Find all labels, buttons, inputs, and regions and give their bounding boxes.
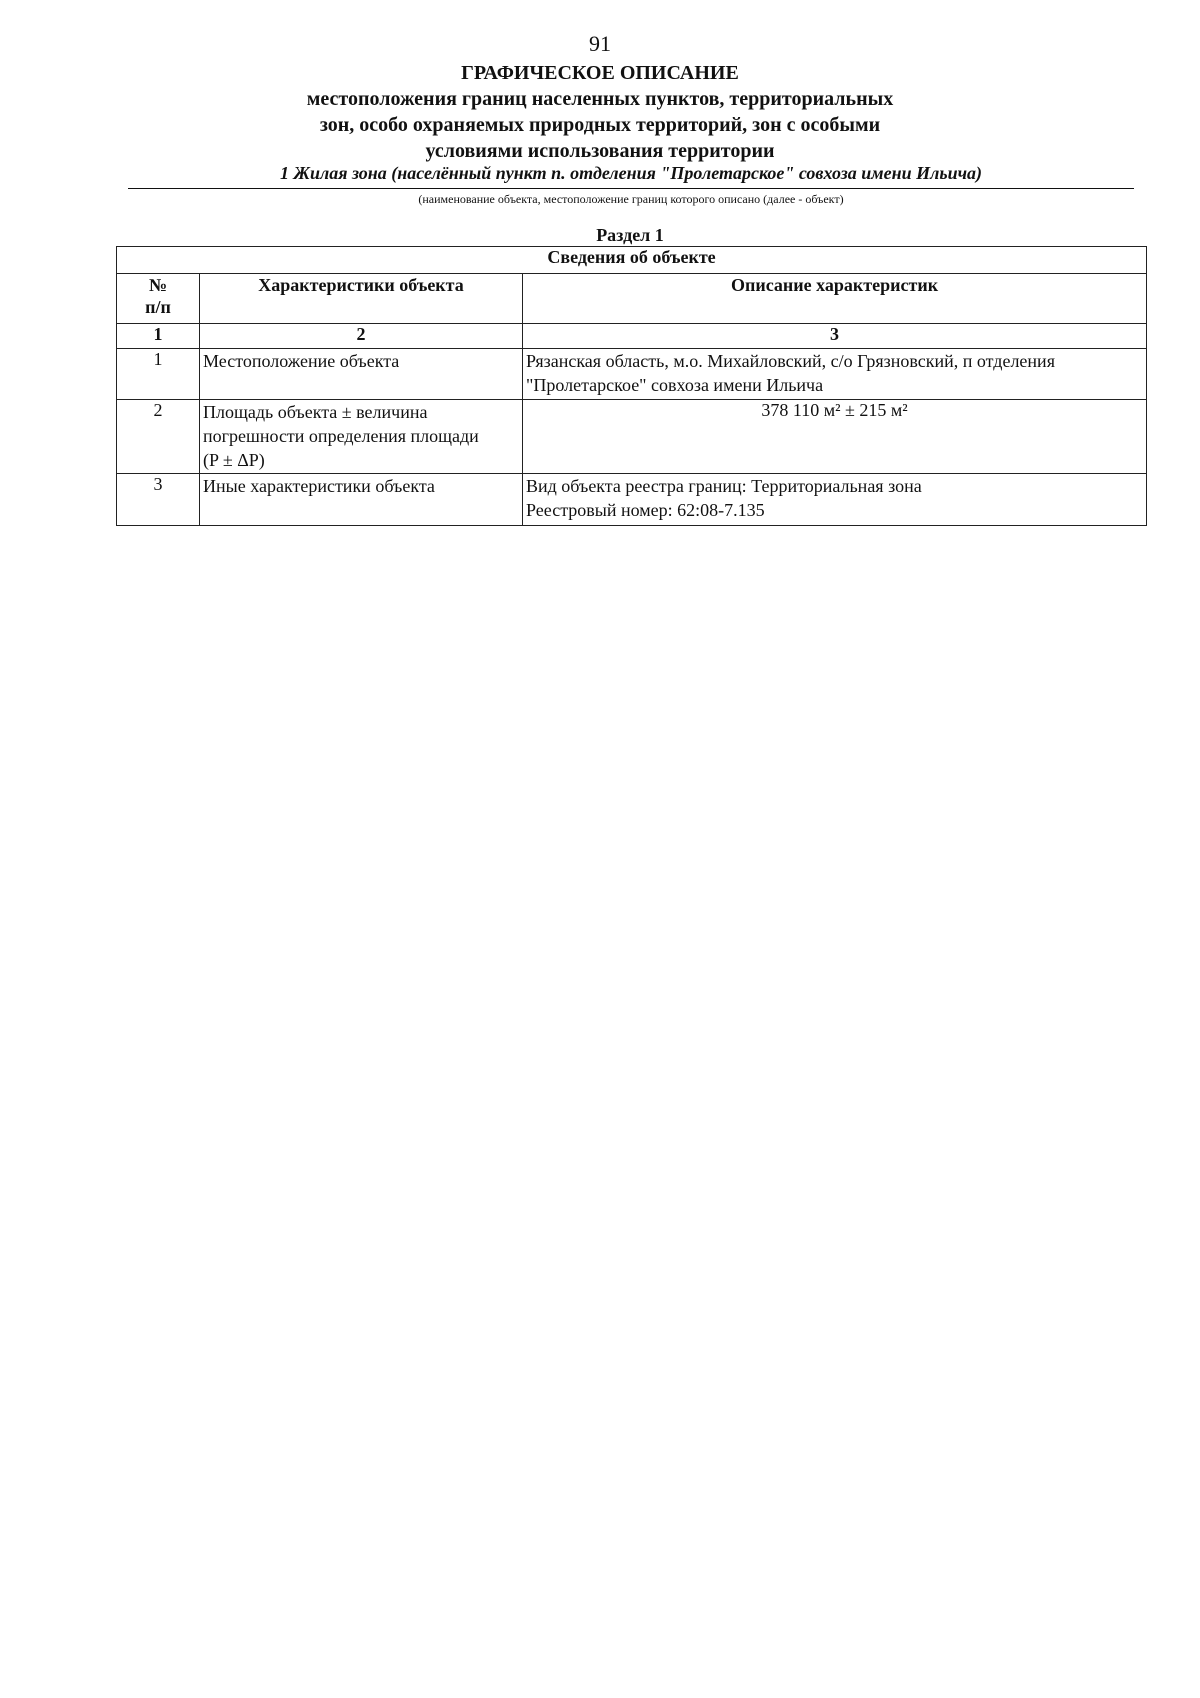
row-description-line: "Пролетарское" совхоза имени Ильича [526,375,824,395]
row-number: 1 [117,349,200,400]
row-description-line: Вид объекта реестра границ: Территориальная зона [526,476,922,496]
header-description: Описание характеристик [523,274,1147,324]
object-info-table [116,246,1147,526]
column-number-2: 2 [200,324,523,349]
object-name-underline [128,188,1134,189]
header-characteristic: Характеристики объекта [200,274,523,324]
table-row [117,349,1147,400]
row-characteristic-line: погрешности определения площади [203,426,479,446]
row-number: 2 [117,400,200,474]
page-number: 91 [589,31,611,56]
row-characteristic-line: (P ± ΔР) [203,450,265,470]
table-caption: Сведения об объекте [117,247,1147,274]
table-header-row [117,274,1147,324]
row-characteristic: Иные характеристики объекта [200,474,523,526]
table-caption-row [117,247,1147,274]
row-description [523,474,1147,526]
row-characteristic [200,400,523,474]
object-name: 1 Жилая зона (населённый пункт п. отделения "Пролетарское" совхоза имени Ильича) [279,163,983,183]
table-row [117,474,1147,526]
row-number: 3 [117,474,200,526]
header-number-line-2: п/п [145,297,171,317]
column-number-3: 3 [523,324,1147,349]
title-line-1: местоположения границ населенных пунктов, территориальных [306,88,894,110]
column-number-1: 1 [117,324,200,349]
title-line-3: условиями использования территории [425,140,775,162]
section-title: Раздел 1 [596,225,664,245]
table-row [117,400,1147,474]
header-number [117,274,200,324]
row-description: 378 110 м² ± 215 м² [523,400,1147,474]
title-line-2: зон, особо охраняемых природных территорий, зон с особыми [319,114,881,136]
row-description-line: Реестровый номер: 62:08-7.135 [526,500,765,520]
object-name-caption: (наименование объекта, местоположение границ которого описано (далее - объект) [418,192,844,206]
title-heading: ГРАФИЧЕСКОЕ ОПИСАНИЕ [461,62,739,84]
row-characteristic: Местоположение объекта [200,349,523,400]
row-characteristic-line: Площадь объекта ± величина [203,402,428,422]
row-description-line: Рязанская область, м.о. Михайловский, с/о Грязновский, п отделения [526,351,1055,371]
document-title [0,60,1200,164]
row-description [523,349,1147,400]
header-number-line-1: № [148,275,168,295]
column-number-row [117,324,1147,349]
